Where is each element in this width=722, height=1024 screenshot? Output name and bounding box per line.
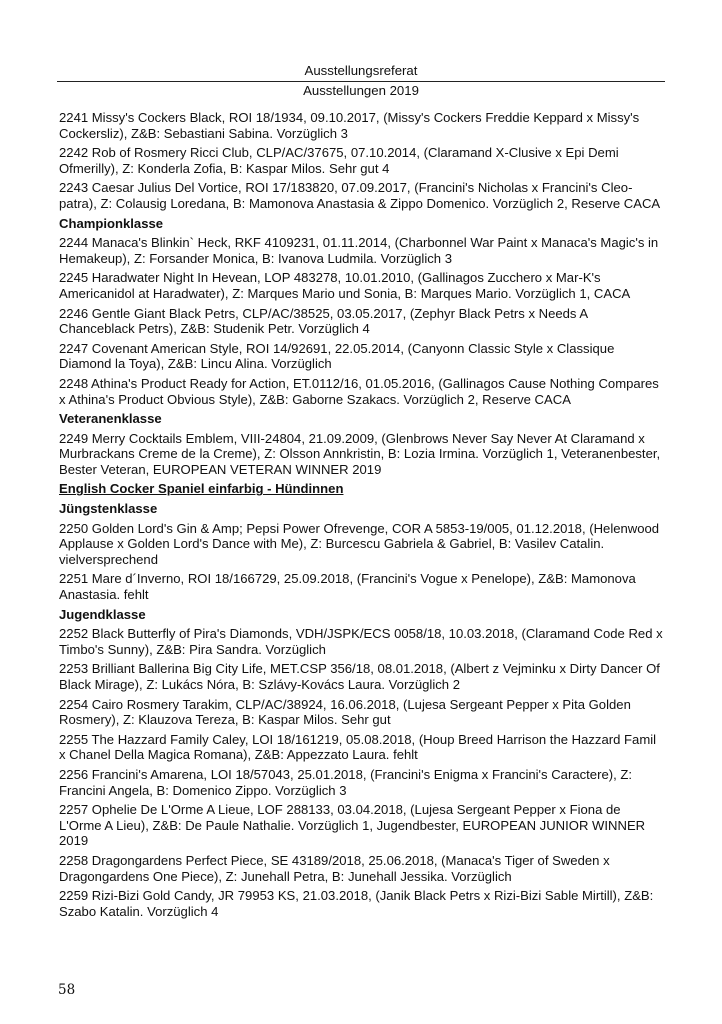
catalog-entry: 2241 Missy's Cockers Black, ROI 18/1934, 09.10.2017, (Missy's Cockers Freddie Keppard x Missy's Cockersliz), Z&B: Sebastiani Sabina. Vorzüglich 3 xyxy=(59,110,640,141)
class-heading: Jüngstenklasse xyxy=(59,501,158,517)
section-heading: English Cocker Spaniel einfarbig - Hündinnen xyxy=(59,481,344,497)
page-header xyxy=(57,63,665,99)
catalog-entry: 2255 The Hazzard Family Caley, LOI 18/161219, 05.08.2018, (Houp Breed Harrison the Hazzard Famil x Chanel Della Magica Romana), Z&B: Appezzato Laura. fehlt xyxy=(59,731,657,763)
class-heading: Veteranenklasse xyxy=(59,411,162,427)
catalog-entry: 2248 Athina's Product Ready for Action, ET.0112/16, 01.05.2016, (Gallinagos Cause Nothing Compares x Athina's Product Obvious Style), Z&B: Gaborne Szakacs. Vorzüglich 2, Reserve CACA xyxy=(59,375,659,407)
catalog-entry: 2253 Brilliant Ballerina Big City Life, MET.CSP 356/18, 08.01.2018, (Albert z Vejminku x Dirty Dancer Of Black Mirage), Z: Lukács Nóra, B: Szlávy-Kovács Laura. Vorzüglich 2 xyxy=(59,661,660,692)
catalog-entry: 2250 Golden Lord's Gin & Amp; Pepsi Power Ofrevenge, COR A 5853-19/005, 01.12.2018, (Helenwood Applause x Golden Lord's Dance with Me), Z: Burcescu Gabriela & Gabriel, B: Vasilev Catalin. vielversprechend xyxy=(59,520,660,567)
catalog-entry: 2247 Covenant American Style, ROI 14/92691, 22.05.2014, (Canyonn Classic Style x Classique Diamond la Toya), Z&B: Lincu Alina. Vorzüglich xyxy=(59,340,615,372)
page-number: 58 xyxy=(58,982,76,998)
header-subtitle: Ausstellungen 2019 xyxy=(303,83,419,98)
catalog-entry: 2259 Rizi-Bizi Gold Candy, JR 79953 KS, 21.03.2018, (Janik Black Petrs x Rizi-Bizi Sable Mirtill), Z&B: Szabo Katalin. Vorzüglich 4 xyxy=(59,888,654,919)
catalog-entry: 2245 Haradwater Night In Hevean, LOP 483278, 10.01.2010, (Gallinagos Zucchero x Mar-K's Americanidol at Haradwater), Z: Marques Mario und Sonia, B: Marques Mario. Vorzüglich 1, CACA xyxy=(59,270,631,301)
catalog-entry: 2252 Black Butterfly of Pira's Diamonds, VDH/JSPK/ECS 0058/18, 10.03.2018, (Claramand Code Red x Timbo's Sunny), Z&B: Pira Sandra. Vorzüglich xyxy=(59,626,663,657)
catalog-entry: 2244 Manaca's Blinkin` Heck, RKF 4109231, 01.11.2014, (Charbonnel War Paint x Manaca's Magic's in Hemakeup), Z: Forsander Monica, B: Ivanova Ludmila. Vorzüglich 3 xyxy=(59,235,659,266)
catalog-entry: 2256 Francini's Amarena, LOI 18/57043, 25.01.2018, (Francini's Enigma x Francini's Caractere), Z: Francini Angela, B: Domenico Zippo. Vorzüglich 3 xyxy=(59,766,632,798)
catalog-entry: 2246 Gentle Giant Black Petrs, CLP/AC/38525, 03.05.2017, (Zephyr Black Petrs x Needs A Chanceblack Petrs), Z&B: Studenik Petr. Vorzüglich 4 xyxy=(59,305,588,337)
catalog-entry: 2258 Dragongardens Perfect Piece, SE 43189/2018, 25.06.2018, (Manaca's Tiger of Sweden x Dragongardens One Piece), Z: Junehall Petra, B: Junehall Jessika. Vorzüglich xyxy=(59,852,610,884)
catalog-entry: 2254 Cairo Rosmery Tarakim, CLP/AC/38924, 16.06.2018, (Lujesa Sergeant Pepper x Pita Golden Rosmery), Z: Klauzova Tereza, B: Kaspar Milos. Sehr gut xyxy=(59,696,631,728)
catalog-entry: 2242 Rob of Rosmery Ricci Club, CLP/AC/37675, 07.10.2014, (Claramand X-Clusive x Epi Demi Ofmerilly), Z: Konderla Zofia, B: Kaspar Milos. Sehr gut 4 xyxy=(59,145,619,176)
catalog-entry: 2249 Merry Cocktails Emblem, VIII-24804, 21.09.2009, (Glenbrows Never Say Never At Claramand x Murbrackans Creme de la Creme), Z: Olsson Annkristin, B: Lozia Irmina. Vorzüglich 1, Veteranenbester, Bester Veteran, EUROPEAN VETERAN WINNER 2019 xyxy=(59,430,661,477)
class-heading: Jugendklasse xyxy=(59,606,146,622)
catalog-entry: 2251 Mare d´Inverno, ROI 18/166729, 25.09.2018, (Francini's Vogue x Penelope), Z&B: Mamonova Anastasia. fehlt xyxy=(59,571,636,603)
catalog-entry: 2243 Caesar Julius Del Vortice, ROI 17/183820, 07.09.2017, (Francini's Nicholas x Francini's Cleopatra), Z: Colausig Loredana, B: Mamonova Anastasia & Zippo Domenico. Vorzüglich 2, Reserve CACA xyxy=(59,180,661,211)
catalog-content xyxy=(59,110,665,923)
header-title: Ausstellungsreferat xyxy=(304,63,418,78)
catalog-entry: 2257 Ophelie De L'Orme A Lieue, LOF 288133, 03.04.2018, (Lujesa Sergeant Pepper x Fiona de L'Orme A Lieu), Z&B: De Paule Nathalie. Vorzüglich 1, Jugendbester, EUROPEAN JUNIOR WINNER 2019 xyxy=(59,802,646,849)
class-heading: Championklasse xyxy=(59,215,164,231)
